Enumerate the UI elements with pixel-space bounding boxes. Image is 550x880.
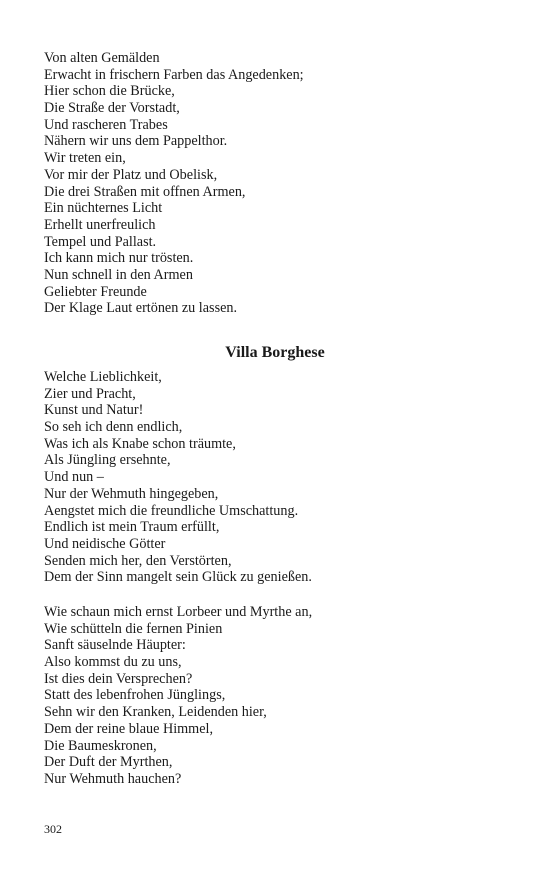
poem-stanza-1 bbox=[44, 50, 514, 317]
poem-line: Zier und Pracht, bbox=[44, 385, 136, 402]
poem-line: Senden mich her, den Verstörten, bbox=[44, 552, 232, 569]
poem-line: Die Straße der Vorstadt, bbox=[44, 100, 180, 117]
poem-line: Wir treten ein, bbox=[44, 150, 126, 167]
poem-line: Also kommst du zu uns, bbox=[44, 654, 182, 671]
poem-line: Aengstet mich die freundliche Umschattung. bbox=[44, 502, 299, 519]
section-title: Villa Borghese bbox=[225, 344, 325, 361]
poem-line: Als Jüngling ersehnte, bbox=[44, 452, 171, 469]
poem-stanza-3 bbox=[44, 604, 514, 788]
poem-line: Was ich als Knabe schon träumte, bbox=[44, 435, 236, 452]
poem-line: Der Klage Laut ertönen zu lassen. bbox=[44, 300, 238, 317]
poem-line: Nur der Wehmuth hingegeben, bbox=[44, 485, 219, 502]
poem-line: Sehn wir den Kranken, Leidenden hier, bbox=[44, 704, 267, 721]
poem-line: Nun schnell in den Armen bbox=[44, 266, 193, 283]
poem-line: Vor mir der Platz und Obelisk, bbox=[44, 166, 218, 183]
poem-line: Die Baumeskronen, bbox=[44, 737, 157, 754]
page-number: 302 bbox=[44, 822, 62, 836]
poem-line: Nähern wir uns dem Pappelthor. bbox=[44, 133, 228, 150]
poem-line: Wie schütteln die fernen Pinien bbox=[44, 620, 223, 637]
poem-line: Kunst und Natur! bbox=[44, 402, 144, 419]
poem-line: Statt des lebenfrohen Jünglings, bbox=[44, 687, 226, 704]
poem-line: Dem der reine blaue Himmel, bbox=[44, 720, 214, 737]
poem-line: Ist dies dein Versprechen? bbox=[44, 670, 193, 687]
poem-line: Und nun – bbox=[44, 469, 104, 486]
poem-line: Und rascheren Trabes bbox=[44, 116, 168, 133]
poem-line: Von alten Gemälden bbox=[44, 50, 160, 66]
poem-line: Endlich ist mein Traum erfüllt, bbox=[44, 519, 220, 536]
poem-line: Sanft säuselnde Häupter: bbox=[44, 637, 186, 654]
poem-line: Geliebter Freunde bbox=[44, 283, 147, 300]
poem-line: Dem der Sinn mangelt sein Glück zu genießen. bbox=[44, 569, 312, 586]
poem-line: Nur Wehmuth hauchen? bbox=[44, 770, 182, 787]
poem-line: So seh ich denn endlich, bbox=[44, 419, 183, 436]
poem-line: Wie schaun mich ernst Lorbeer und Myrthe an, bbox=[44, 604, 313, 620]
poem-line: Der Duft der Myrthen, bbox=[44, 754, 173, 771]
poem-line: Und neidische Götter bbox=[44, 535, 166, 552]
poem-line: Tempel und Pallast. bbox=[44, 233, 157, 250]
poem-line: Erwacht in frischern Farben das Angedenken; bbox=[44, 66, 304, 83]
poem-line: Ein nüchternes Licht bbox=[44, 200, 163, 217]
poem-line: Ich kann mich nur trösten. bbox=[44, 250, 194, 267]
poem-line: Hier schon die Brücke, bbox=[44, 83, 175, 100]
poem-line: Welche Lieblichkeit, bbox=[44, 369, 162, 385]
poem-line: Die drei Straßen mit offnen Armen, bbox=[44, 183, 246, 200]
poem-stanza-2 bbox=[44, 369, 514, 586]
poem-line: Erhellt unerfreulich bbox=[44, 216, 156, 233]
